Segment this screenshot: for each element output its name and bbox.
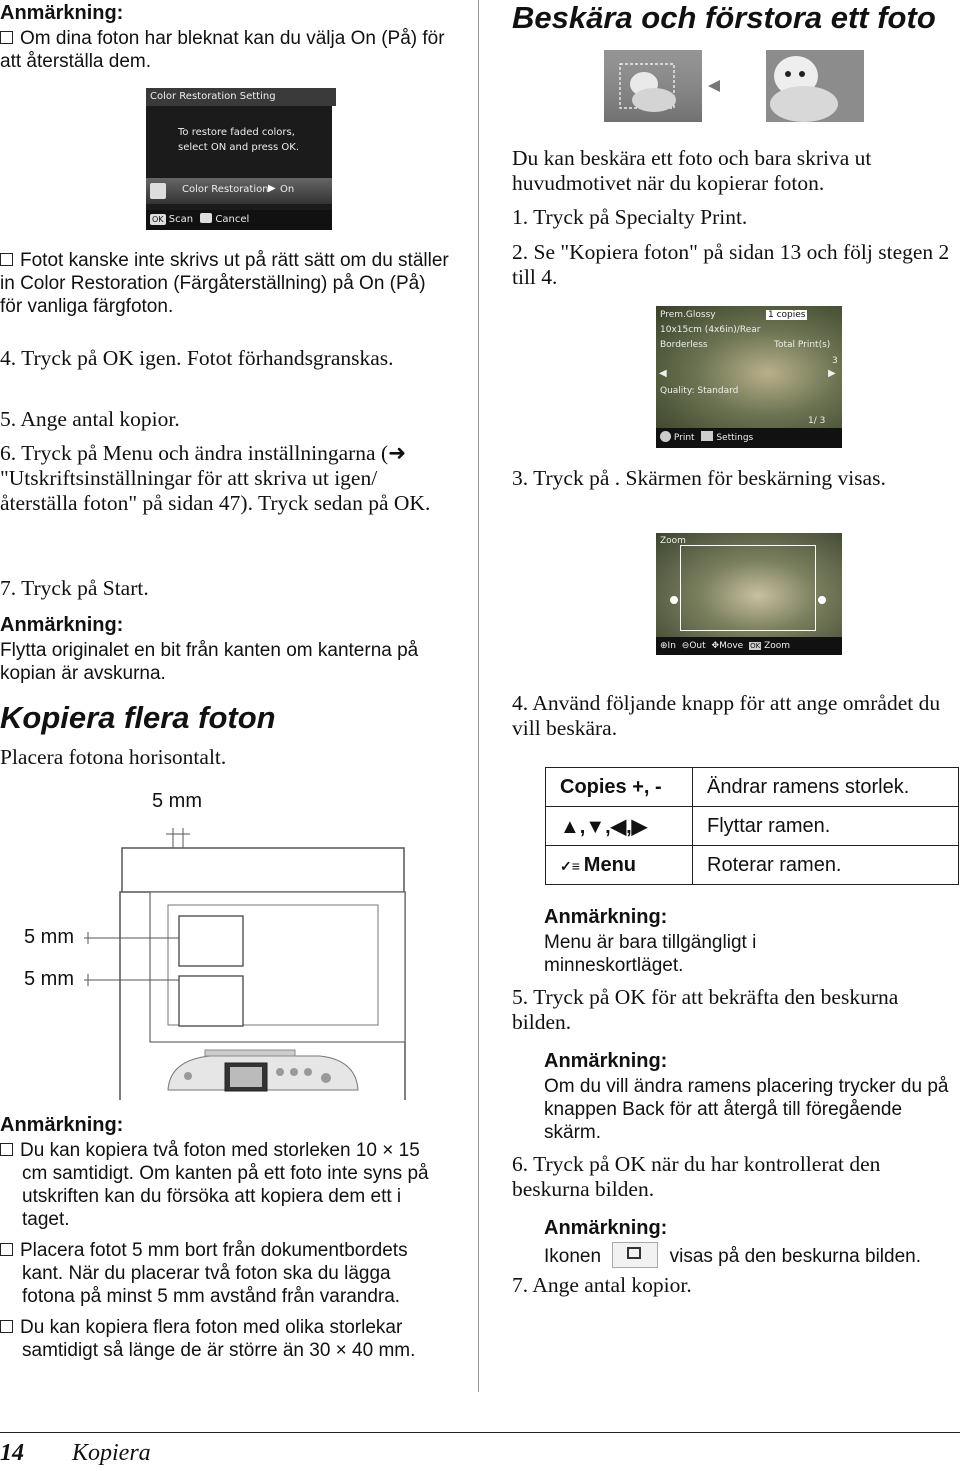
lcd-cancel-label: Cancel	[215, 214, 250, 225]
photo-icon	[150, 183, 166, 199]
lcd-paper-size: 10x15cm (4x6in)/Rear	[660, 325, 761, 335]
arrow-right-icon: ▶	[828, 368, 836, 379]
menu-icon: ✓≡	[560, 857, 584, 874]
table-key	[546, 846, 693, 885]
crop-example-images	[604, 50, 864, 124]
scanner-diagram	[80, 820, 410, 1100]
checkbox-bullet-icon	[0, 253, 13, 266]
minus-icon: ⊖	[681, 641, 690, 651]
key-table	[545, 767, 959, 885]
lcd-quality: Quality: Standard	[660, 386, 739, 396]
note-text: Menu är bara tillgängligt i minneskortläget.	[544, 932, 757, 976]
chapter-name: Kopiera	[72, 1440, 151, 1466]
note-heading: Anmärkning:	[544, 906, 668, 928]
step-2: 2. Se "Kopiera foton" på sidan 13 och följ stegen 2 till 4.	[512, 240, 950, 289]
table-key-label: Menu	[583, 853, 637, 876]
note-text: Flytta originalet en bit från kanten om kanterna på kopian är avskurna.	[0, 640, 419, 684]
table-desc: Flyttar ramen.	[693, 807, 959, 846]
lcd-setting-row	[146, 178, 332, 204]
lcd-scan-label: Scan	[168, 214, 194, 225]
lcd-layout: Borderless	[660, 340, 708, 350]
step-7: 7. Ange antal kopior.	[512, 1273, 692, 1297]
section-title: Kopiera flera foton	[0, 700, 276, 735]
note-text: Om dina foton har bleknat kan du välja On (På) för att återställa dem.	[0, 28, 445, 72]
note-bullet	[0, 1139, 448, 1231]
step-6: 6. Tryck på Menu och ändra inställningarna (➜ "Utskriftsinställningar för att skriva ut igen/återställa foton" på sidan 47). Tryck sedan på OK.	[0, 441, 431, 515]
step-6: 6. Tryck på OK när du har kontrollerat den beskurna bilden.	[512, 1152, 881, 1201]
lcd-settings-label: Settings	[716, 433, 754, 443]
step-5: 5. Tryck på OK för att bekräfta den beskurna bilden.	[512, 985, 899, 1034]
note-text: Fotot kanske inte skrivs ut på rätt sätt om du ställer in Color Restoration (Färgåterställning) på On (På) för vanliga färgfoton.	[0, 250, 449, 317]
table-key: ▲,▼,◀,▶	[546, 807, 693, 846]
step-3: 3. Tryck på . Skärmen för beskärning visas.	[512, 466, 886, 490]
checkbox-bullet-icon	[0, 1143, 13, 1156]
frame-handle-left-icon	[670, 596, 678, 604]
table-row	[546, 807, 959, 846]
intro-text: Du kan beskära ett foto och bara skriva ut huvudmotivet när du kopierar foton.	[512, 146, 872, 195]
back-button-icon	[200, 213, 212, 223]
column-divider	[478, 0, 479, 1392]
note-text: Om du vill ändra ramens placering trycker du på knappen Back för att återgå till föregående skärm.	[544, 1076, 949, 1143]
checkbox-bullet-icon	[0, 1243, 13, 1256]
step-4: 4. Tryck på OK igen. Fotot förhandsgranskas.	[0, 346, 394, 370]
note-text-a: Ikonen	[544, 1246, 602, 1267]
lcd-zoom-title: Zoom	[660, 536, 686, 546]
step-1: 1. Tryck på Specialty Print.	[512, 205, 748, 229]
lcd-button-bar	[656, 428, 842, 448]
step-5: 5. Ange antal kopior.	[0, 407, 180, 431]
menu-button-icon	[701, 431, 713, 441]
ok-button-icon: OK	[750, 642, 761, 650]
table-key: Copies +, -	[546, 768, 693, 807]
lcd-in-label: In	[667, 641, 676, 651]
note-text: Du kan kopiera flera foton med olika storlekar samtidigt så länge de är större än 30 × 40 mm.	[20, 1317, 416, 1361]
checkbox-bullet-icon	[0, 31, 13, 44]
lcd-out-label: Out	[689, 641, 706, 651]
margin-label-left-1: 5 mm	[24, 926, 74, 948]
lcd-title: Color Restoration Setting	[146, 88, 336, 106]
plus-icon: ⊕	[660, 641, 668, 651]
note-bullet	[0, 249, 450, 318]
section-intro: Placera fotona horisontalt.	[0, 745, 227, 769]
note-bullet	[0, 1316, 448, 1362]
step-4: 4. Använd följande knapp för att ange området du vill beskära.	[512, 691, 941, 740]
lcd-paper-type: Prem.Glossy	[660, 310, 716, 320]
note-heading: Anmärkning:	[0, 614, 124, 636]
arrow-right-icon: ▶	[268, 183, 276, 194]
lcd-button-bar	[146, 210, 332, 230]
lcd-copies: 1 copies	[768, 310, 806, 320]
lcd-print-preview	[656, 306, 842, 448]
frame-handle-right-icon	[818, 596, 826, 604]
ok-button-icon: OK	[152, 215, 164, 224]
start-button-icon	[660, 431, 671, 442]
table-desc: Ändrar ramens storlek.	[693, 768, 959, 807]
crop-icon	[612, 1242, 658, 1268]
lcd-setting-label: Color Restoration	[182, 184, 269, 195]
lcd-color-restoration	[146, 88, 332, 230]
note-bullet	[0, 1239, 448, 1308]
move-icon: ✥	[711, 641, 720, 651]
step-7: 7. Tryck på Start.	[0, 576, 149, 600]
checkbox-bullet-icon	[0, 1320, 13, 1333]
lcd-move-label: Move	[719, 641, 744, 651]
section-title: Beskära och förstora ett foto	[512, 0, 936, 35]
note-bullet	[0, 27, 450, 73]
lcd-zoom-label: Zoom	[764, 641, 791, 651]
note-text: Placera fotot 5 mm bort från dokumentbordets kant. När du placerar två foton ska du lägga fotona på minst 5 mm avstånd från varandra.	[20, 1240, 408, 1307]
lcd-page-counter: 1/ 3	[808, 416, 826, 426]
note-heading: Anmärkning:	[544, 1217, 668, 1239]
lcd-message-1: To restore faded colors,	[178, 127, 295, 138]
lcd-button-bar	[656, 637, 842, 655]
page-number: 14	[0, 1440, 24, 1466]
lcd-print-label: Print	[673, 433, 695, 443]
footer-rule	[0, 1432, 960, 1433]
lcd-zoom	[656, 533, 842, 655]
lcd-message-2: select ON and press OK.	[178, 142, 300, 153]
margin-label-top: 5 mm	[152, 790, 202, 812]
note-heading: Anmärkning:	[0, 2, 124, 24]
lcd-total-value: 3	[832, 356, 838, 366]
note-heading: Anmärkning:	[544, 1050, 668, 1072]
note-heading: Anmärkning:	[0, 1114, 124, 1136]
margin-label-left-2: 5 mm	[24, 968, 74, 990]
note-text	[544, 1242, 958, 1268]
table-row	[546, 768, 959, 807]
arrow-left-icon: ◀	[659, 368, 667, 379]
lcd-setting-value: On	[280, 184, 295, 195]
note-text-b: visas på den beskurna bilden.	[669, 1246, 921, 1267]
table-row	[546, 846, 959, 885]
note-text: Du kan kopiera två foton med storleken 10 × 15 cm samtidigt. Om kanten på ett foto inte syns på utskriften kan du försöka att kopiera dem ett i taget.	[20, 1140, 429, 1230]
lcd-total-label: Total Print(s)	[774, 340, 831, 350]
crop-frame	[680, 545, 816, 631]
table-desc: Roterar ramen.	[693, 846, 959, 885]
